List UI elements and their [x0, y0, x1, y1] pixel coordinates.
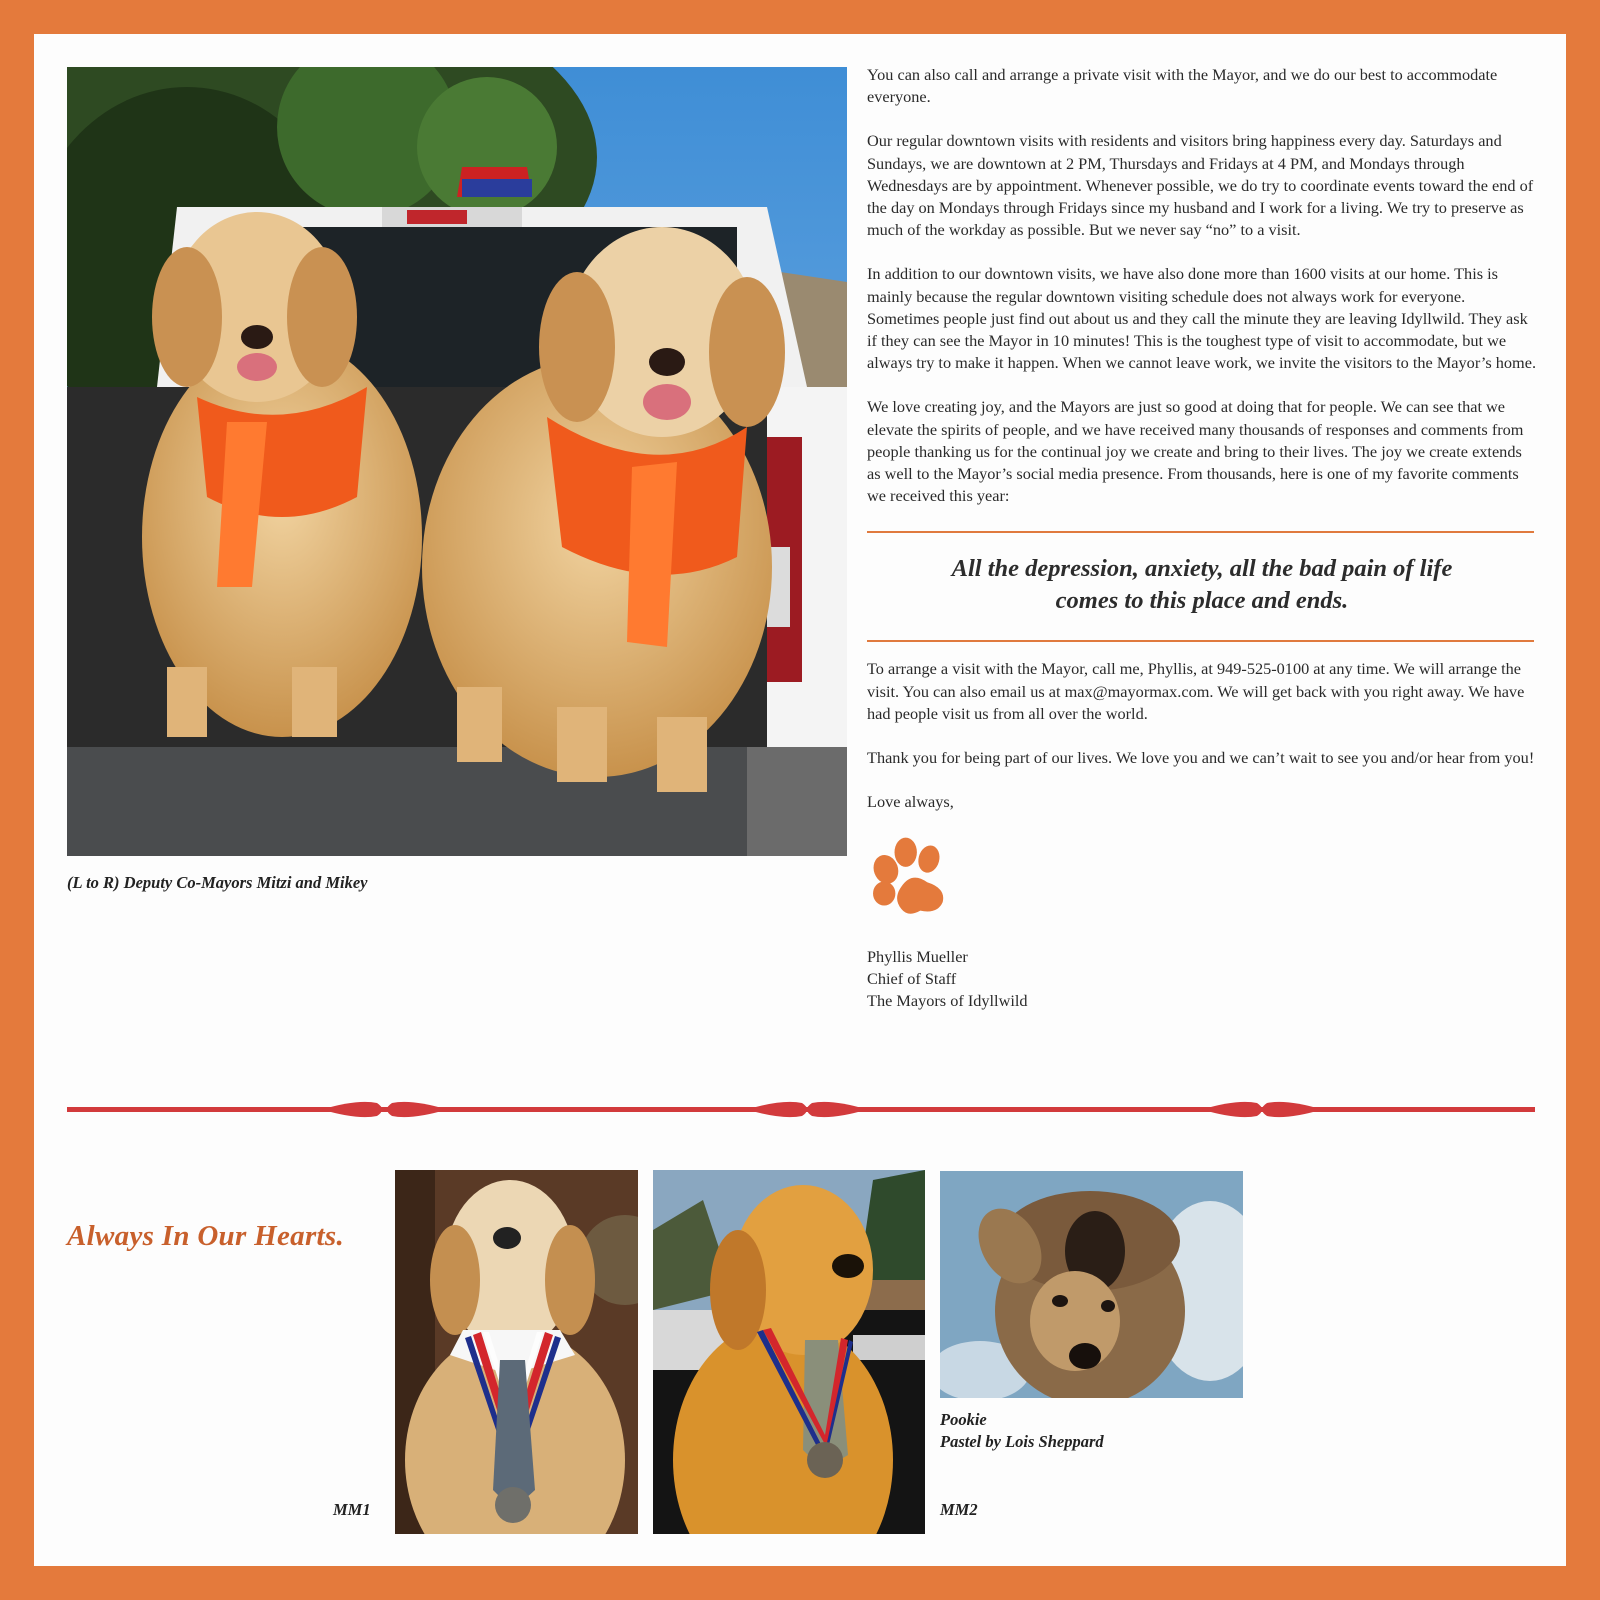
signoff: Love always, [867, 792, 954, 812]
mm1-label: MM1 [333, 1500, 371, 1519]
quote-bottom-rule [867, 640, 1534, 642]
pull-quote-line-1: All the depression, anxiety, all the bad pain of life [951, 555, 1453, 583]
letter-paragraph: We love creating joy, and the Mayors are just so good at doing that for people. We can see that we elevate the spirits of people, and we have received many thousands of responses and comments from people thanking us for the continual joy we create and bring to their lives. The joy we create extends as well to the Mayor’s social media presence. From thousands, here is one of my favorite comments we received this year: [867, 397, 1524, 506]
decorative-divider [67, 1099, 1535, 1119]
letter-body [867, 64, 1537, 1012]
letter-paragraph: You can also call and arrange a private visit with the Mayor, and we do our best to accommodate everyone. [867, 65, 1498, 107]
main-photo-mitzi-mikey [67, 67, 847, 856]
memorial-heading: Always In Our Hearts. [67, 1220, 345, 1252]
signature-org: The Mayors of Idyllwild [867, 991, 1028, 1011]
letter-paragraph: To arrange a visit with the Mayor, call me, Phyllis, at 949-525-0100 at any time. We will arrange the visit. You can also email us at max@mayormax.com. We will get back with you right away. We have had people visit us from all over the world. [867, 659, 1525, 723]
letter-paragraph: Thank you for being part of our lives. We love you and we can’t wait to see you and/or hear from you! [867, 748, 1535, 768]
mm2-label: MM2 [940, 1500, 978, 1519]
pookie-name: Pookie [940, 1410, 987, 1429]
dogs-on-truck-illustration [67, 67, 847, 856]
paw-print-icon [867, 835, 953, 921]
mm1-photo [395, 1170, 638, 1534]
pookie-caption [940, 1409, 1104, 1453]
main-photo-caption: (L to R) Deputy Co-Mayors Mitzi and Mikey [67, 873, 368, 892]
letter-paragraph: In addition to our downtown visits, we have also done more than 1600 visits at our home. This is mainly because the regular downtown visiting schedule does not always work for everyone. Sometimes people just find out about us and they call the minute they are leaving Idyllwild. They ask if they can see the Mayor in 10 minutes! This is the toughest type of visit to accommodate, but we always try to make it happen. When we cannot leave work, we invite the visitors to the Mayor’s home. [867, 264, 1537, 373]
pull-quote [867, 533, 1537, 640]
newsletter-page [34, 34, 1566, 1566]
pookie-dog-illustration [940, 1171, 1243, 1398]
mm1-dog-illustration [395, 1170, 638, 1534]
mm2-photo [653, 1170, 925, 1534]
signature-name: Phyllis Mueller [867, 946, 968, 966]
signature-block [867, 946, 1537, 1013]
pull-quote-line-2: comes to this place and ends. [1055, 586, 1349, 614]
signature-title: Chief of Staff [867, 968, 957, 988]
pookie-pastel-portrait [940, 1171, 1243, 1398]
pookie-credit: Pastel by Lois Sheppard [940, 1432, 1104, 1451]
mm2-dog-illustration [653, 1170, 925, 1534]
letter-paragraph: Our regular downtown visits with residents and visitors bring happiness every day. Saturdays and Sundays, we are downtown at 2 PM, Thursdays and Fridays at 4 PM, and Mondays through Wednesdays are by appointment. Whenever possible, we do try to coordinate events toward the end of the day on Mondays through Fridays since my husband and I work for a living. We try to preserve as much of the workday as possible. But we never say “no” to a visit. [867, 131, 1534, 240]
